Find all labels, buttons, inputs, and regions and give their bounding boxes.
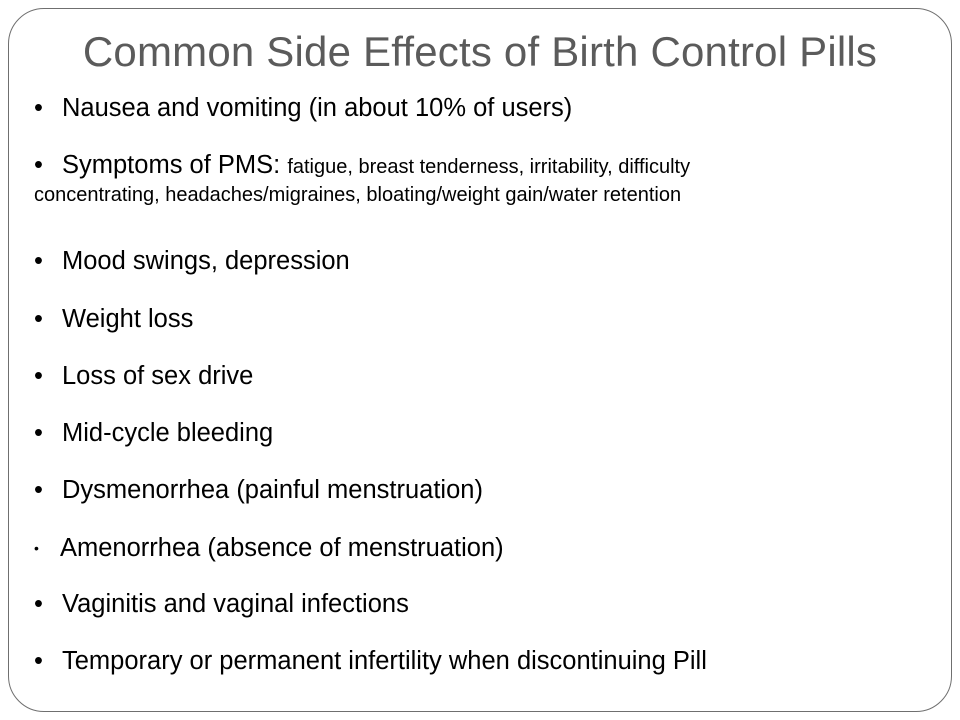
bullet-icon: • (34, 476, 43, 504)
bullet-icon: • (34, 647, 43, 675)
bullet-icon: • (34, 540, 39, 556)
slide-title: Common Side Effects of Birth Control Pills (82, 28, 878, 75)
list-item-text: Amenorrhea (absence of menstruation) (60, 534, 504, 562)
list-item (34, 360, 253, 392)
list-item (34, 149, 934, 207)
list-item-text: Temporary or permanent infertility when discontinuing Pill (62, 647, 707, 675)
bullet-icon: • (34, 305, 43, 333)
bullet-icon: • (34, 419, 43, 447)
bullet-icon: • (34, 590, 43, 618)
list-item-text: Weight loss (62, 305, 194, 333)
list-item-detail: fatigue, breast tenderness, irritability, difficulty (287, 156, 691, 178)
list-item-text: Mood swings, depression (62, 247, 350, 275)
list-item-text: Vaginitis and vaginal infections (62, 590, 409, 618)
bullet-icon: • (34, 362, 43, 390)
list-item-text: Symptoms of PMS: (62, 151, 288, 179)
list-item (34, 245, 350, 277)
list-item (34, 92, 572, 124)
list-item (34, 588, 409, 620)
bullet-icon: • (34, 151, 43, 179)
list-item-detail-continued: concentrating, headaches/migraines, bloating/weight gain/water retention (34, 184, 682, 206)
list-item-text: Dysmenorrhea (painful menstruation) (62, 476, 483, 504)
list-item (34, 645, 707, 677)
bullet-icon: • (34, 247, 43, 275)
list-item (34, 474, 483, 506)
list-item-text: Mid-cycle bleeding (62, 419, 274, 447)
bullet-icon: • (34, 94, 43, 122)
list-item-text: Loss of sex drive (62, 362, 254, 390)
list-item (34, 303, 193, 335)
list-item (34, 532, 504, 564)
list-item-text: Nausea and vomiting (in about 10% of users) (62, 94, 573, 122)
list-item (34, 417, 273, 449)
